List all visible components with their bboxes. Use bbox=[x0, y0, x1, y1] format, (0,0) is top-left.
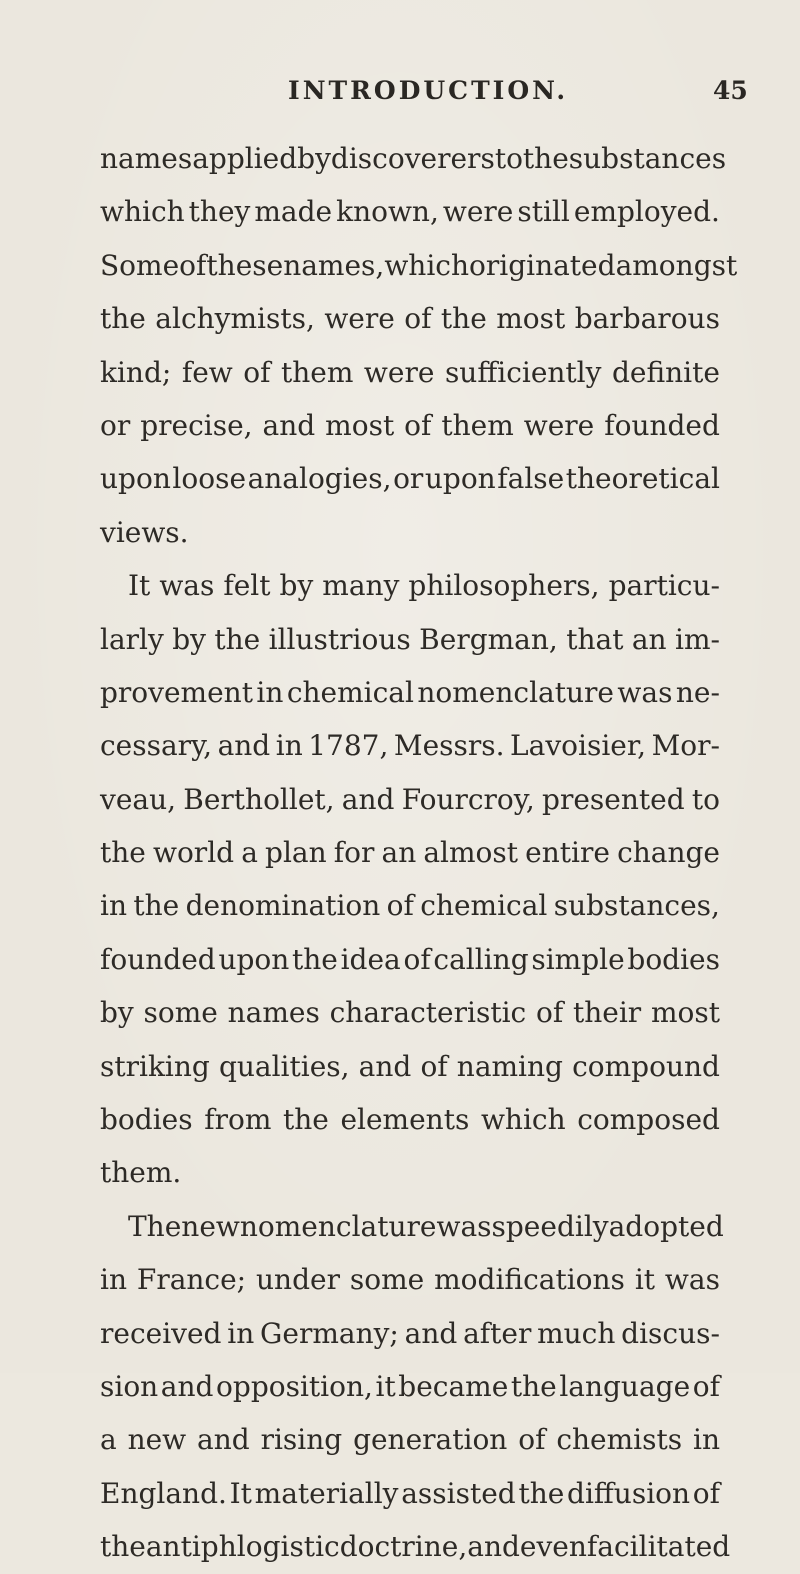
text-line: names applied by discoverers to the substances bbox=[100, 142, 727, 175]
text-line: The new nomenclature was speedily adopted bbox=[128, 1209, 724, 1243]
text-line: by some names characteristic of their most bbox=[100, 996, 720, 1030]
text-line: larly by the illustrious Bergman, that an im- bbox=[100, 622, 720, 656]
page-number: 45 bbox=[713, 76, 748, 105]
text-line: It was felt by many philosophers, particu- bbox=[128, 569, 720, 603]
text-line: sion and opposition, it became the language of bbox=[100, 1369, 720, 1403]
text-line: cessary, and in 1787, Messrs. Lavoisier, Mor- bbox=[100, 729, 720, 763]
text-line: bodies from the elements which composed bbox=[100, 1103, 720, 1137]
text-line: veau, Berthollet, and Fourcroy, presented to bbox=[100, 782, 720, 816]
text-line: in the denomination of chemical substances, bbox=[100, 889, 720, 923]
text-line: England. It materially assisted the diffusion of bbox=[100, 1476, 720, 1510]
text-line: received in Germany; and after much discus- bbox=[100, 1316, 720, 1350]
text-line: in France; under some modifications it was bbox=[100, 1263, 720, 1297]
text-line: provement in chemical nomenclature was ne- bbox=[100, 675, 720, 709]
text-line: views. bbox=[100, 515, 189, 549]
text-line: striking qualities, and of naming compound bbox=[100, 1049, 720, 1083]
text-line: a new and rising generation of chemists in bbox=[100, 1423, 720, 1457]
text-line: or precise, and most of them were founded bbox=[100, 408, 720, 442]
text-line: the alchymists, were of the most barbarous bbox=[100, 302, 720, 336]
running-title: INTRODUCTION. bbox=[288, 76, 569, 105]
text-line: upon loose analogies, or upon false theoretical bbox=[100, 462, 720, 496]
text-line: kind; few of them were sufficiently definite bbox=[100, 355, 720, 389]
text-line: founded upon the idea of calling simple bodies bbox=[100, 942, 720, 976]
body-text bbox=[100, 132, 738, 1574]
text-line: the antiphlogistic doctrine, and even facilitated bbox=[100, 1530, 731, 1564]
text-line: Some of these names, which originated amongst bbox=[100, 248, 738, 282]
text-line: which they made known, were still employed. bbox=[100, 195, 720, 229]
page-header bbox=[0, 76, 800, 116]
text-line: them. bbox=[100, 1156, 182, 1190]
text-line: the world a plan for an almost entire change bbox=[100, 836, 720, 870]
